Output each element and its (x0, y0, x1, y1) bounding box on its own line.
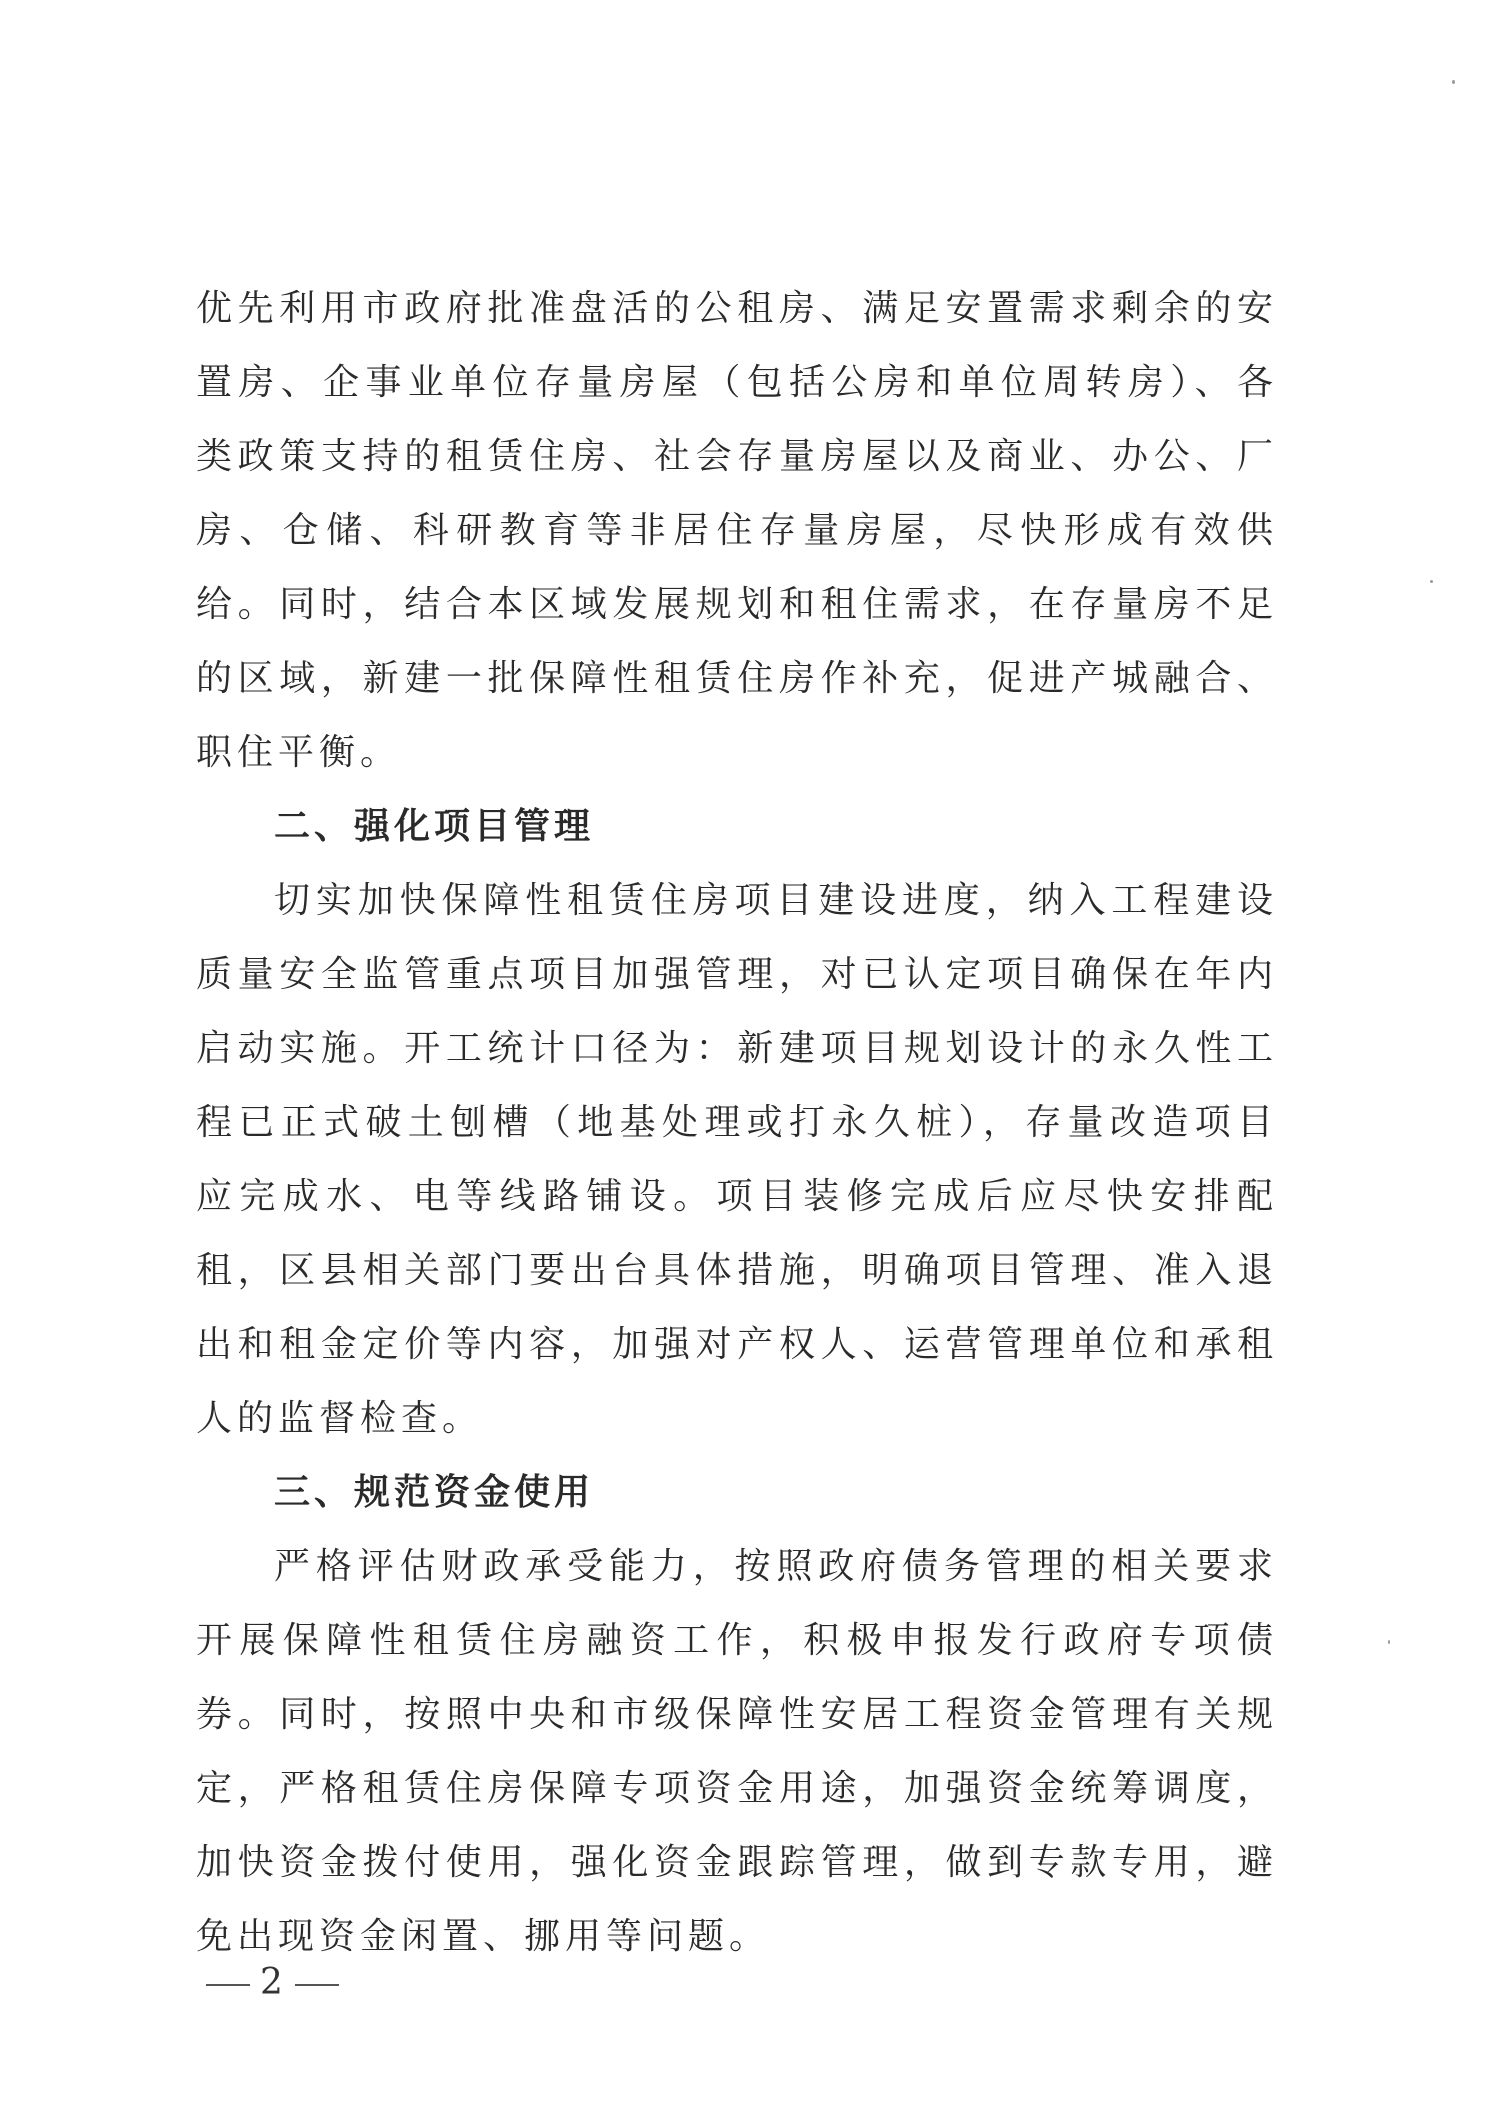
page-number-right-dash (295, 1984, 339, 1986)
section-heading-project-management: 二、强化项目管理 (274, 806, 595, 847)
page-number: 2 (260, 1962, 285, 2003)
scan-speck (1388, 1640, 1390, 1644)
scan-speck (1452, 80, 1455, 84)
document-body (196, 272, 1278, 1974)
scan-speck (1430, 580, 1433, 583)
section-heading-fund-usage: 三、规范资金使用 (274, 1472, 595, 1513)
paragraph-fund-usage: 严格评估财政承受能力，按照政府债务管理的相关要求开展保障性租赁住房融资工作，积极申报发行政府专项债券。同时，按照中央和市级保障性安居工程资金管理有关规定，严格租赁住房保障专项资金用途，加强资金统筹调度，加快资金拨付使用，强化资金跟踪管理，做到专款专用，避免出现资金闲置、挪用等问题。 (196, 1546, 1278, 1957)
page-number-left-dash (206, 1984, 250, 1986)
paragraph-intro-continued: 优先利用市政府批准盘活的公租房、满足安置需求剩余的安置房、企事业单位存量房屋（包括公房和单位周转房）、各类政策支持的租赁住房、社会存量房屋以及商业、办公、厂房、仓储、科研教育等非居住存量房屋，尽快形成有效供给。同时，结合本区域发展规划和租住需求，在存量房不足的区域，新建一批保障性租赁住房作补充，促进产城融合、职住平衡。 (196, 288, 1278, 773)
page-number-footer (196, 1962, 349, 2003)
paragraph-project-management: 切实加快保障性租赁住房项目建设进度，纳入工程建设质量安全监管重点项目加强管理，对已认定项目确保在年内启动实施。开工统计口径为：新建项目规划设计的永久性工程已正式破土刨槽（地基处理或打永久桩），存量改造项目应完成水、电等线路铺设。项目装修完成后应尽快安排配租，区县相关部门要出台具体措施，明确项目管理、准入退出和租金定价等内容，加强对产权人、运营管理单位和承租人的监督检查。 (196, 880, 1278, 1439)
